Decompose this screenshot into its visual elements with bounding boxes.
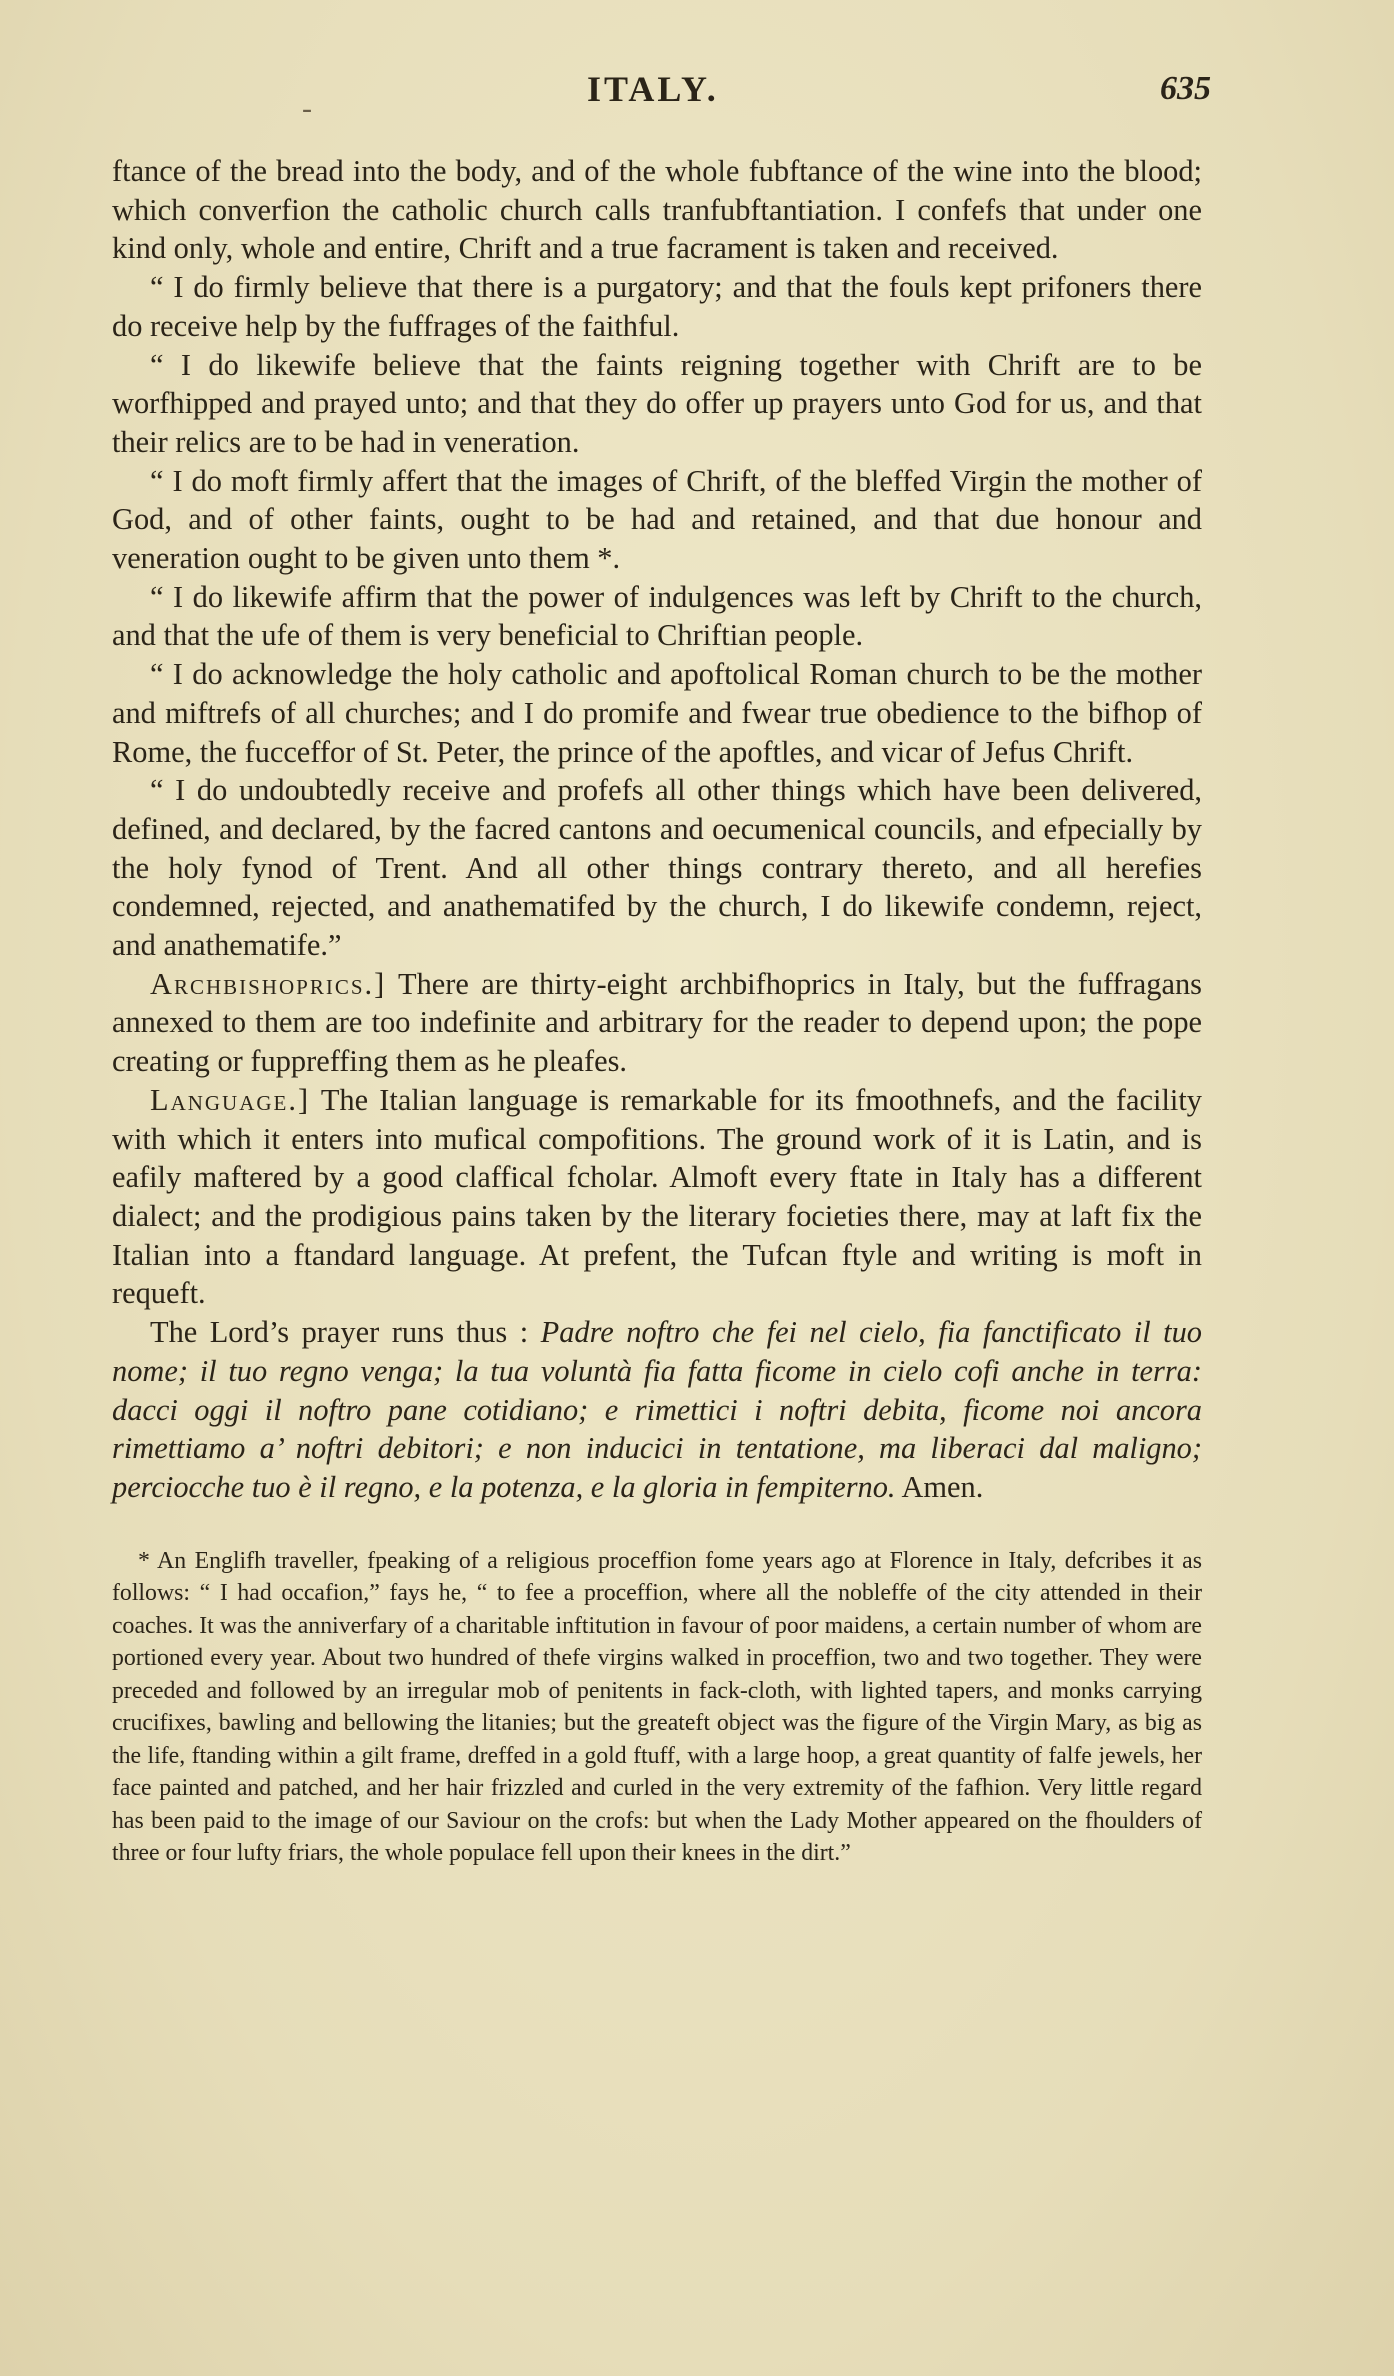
paragraph-images: “ I do moft firmly affert that the images of Chrift, of the bleffed Virgin the mother of God, and of other faints, ought to be had and retained, and that due honour and veneration ought to be given unto them *. <box>112 463 1202 576</box>
lords-prayer-italian: Padre noftro che fei nel cielo, fia fanctificato il tuo nome; il tuo regno venga; la tua voluntà fia fatta ficome in cielo cofi anche in terra: dacci oggi il noftro pane cotidiano; e rimettici i noftri debita, ficome noi ancora rimettiamo a’ noftri debitori; e non inducici in tentatione, ma liberaci dal maligno; perciocche tuo è il regno, e la potenza, e la gloria in fempiterno. <box>112 1315 1202 1504</box>
header-mark: - <box>302 92 312 125</box>
running-title: ITALY. <box>587 69 719 109</box>
paragraph-purgatory: “ I do firmly believe that there is a purgatory; and that the fouls kept prifoners there do receive help by the fuffrages of the faithful. <box>112 270 1202 343</box>
lords-prayer-closing: Amen. <box>901 1469 984 1504</box>
body-text <box>112 152 1202 1507</box>
section-language <box>112 1081 1202 1313</box>
page-number: 635 <box>1160 70 1211 107</box>
paragraph-saints: “ I do likewife believe that the faints reigning together with Chrift are to be worfhipped and prayed unto; and that they do offer up prayers unto God for us, and that their relics are to be had in veneration. <box>112 347 1202 459</box>
archbishoprics-heading: Archbishoprics.] <box>150 966 387 1001</box>
page <box>112 62 1211 1893</box>
paragraph-councils: “ I do undoubtedly receive and profefs all other things which have been delivered, defined, and declared, by the facred cantons and oecumenical councils, and efpecially by the holy fynod of Trent. And all other things contrary thereto, and all herefies condemned, rejected, and anathematifed by the church, I do likewife condemn, reject, and anathematife.” <box>112 773 1202 963</box>
language-text: The Italian language is remarkable for its fmoothnefs, and the facility with which it enters into mufical compofitions. The ground work of it is Latin, and is eafily maftered by a good claffical fcholar. Almoft every ftate in Italy has a different dialect; and the prodigious pains taken by the literary focieties there, may at laft fix the Italian into a ftandard language. At prefent, the Tufcan ftyle and writing is moft in requeft. <box>112 1082 1202 1311</box>
paragraph-transubstantiation: ftance of the bread into the body, and of the whole fubftance of the wine into the blood; which converfion the catholic church calls tranfubftantiation. I confefs that under one kind only, whole and entire, Chrift and a true facrament is taken and received. <box>112 154 1202 266</box>
paragraph-indulgences: “ I do likewife affirm that the power of indulgences was left by Chrift to the church, and that the ufe of them is very beneficial to Chriftian people. <box>112 579 1202 653</box>
language-heading: Language.] <box>150 1082 311 1117</box>
section-archbishoprics <box>112 965 1202 1081</box>
archbishoprics-text: There are thirty-eight archbifhoprics in Italy, but the fuffragans annexed to them are too indefinite and arbitrary for the reader to depend upon; the pope creating or fuppreffing them as he pleafes. <box>112 966 1202 1079</box>
running-header <box>112 62 1211 125</box>
section-lords-prayer <box>112 1313 1202 1507</box>
paragraph-roman-church: “ I do acknowledge the holy catholic and apoftolical Roman church to be the mother and miftrefs of all churches; and I do promife and fwear true obedience to the bifhop of Rome, the fucceffor of St. Peter, the prince of the apoftles, and vicar of Jefus Chrift. <box>112 657 1202 769</box>
footnote: * An Englifh traveller, fpeaking of a religious proceffion fome years ago at Florence in Italy, defcribes it as follows: “ I had occafion,” fays he, “ to fee a proceffion, where all the nobleffe of the city attended in their coaches. It was the anniverfary of a charitable inftitution in favour of poor maidens, a certain number of whom are portioned every year. About two hundred of thefe virgins walked in proceffion, two and two together. They were preceded and followed by an irregular mob of penitents in fack-cloth, with lighted tapers, and monks carrying crucifixes, bawling and bellowing the litanies; but the greateft object was the figure of the Virgin Mary, as big as the life, ftanding within a gilt frame, dreffed in a gold ftuff, with a large hoop, a great quantity of falfe jewels, her face painted and patched, and her hair frizzled and curled in the very extremity of the fafhion. Very little regard has been paid to the image of our Saviour on the crofs: but when the Lady Mother appeared on the fhoulders of three or four lufty friars, the whole populace fell upon their knees in the dirt.” <box>112 1547 1202 1867</box>
lords-prayer-intro: The Lord’s prayer runs thus : <box>150 1315 529 1350</box>
